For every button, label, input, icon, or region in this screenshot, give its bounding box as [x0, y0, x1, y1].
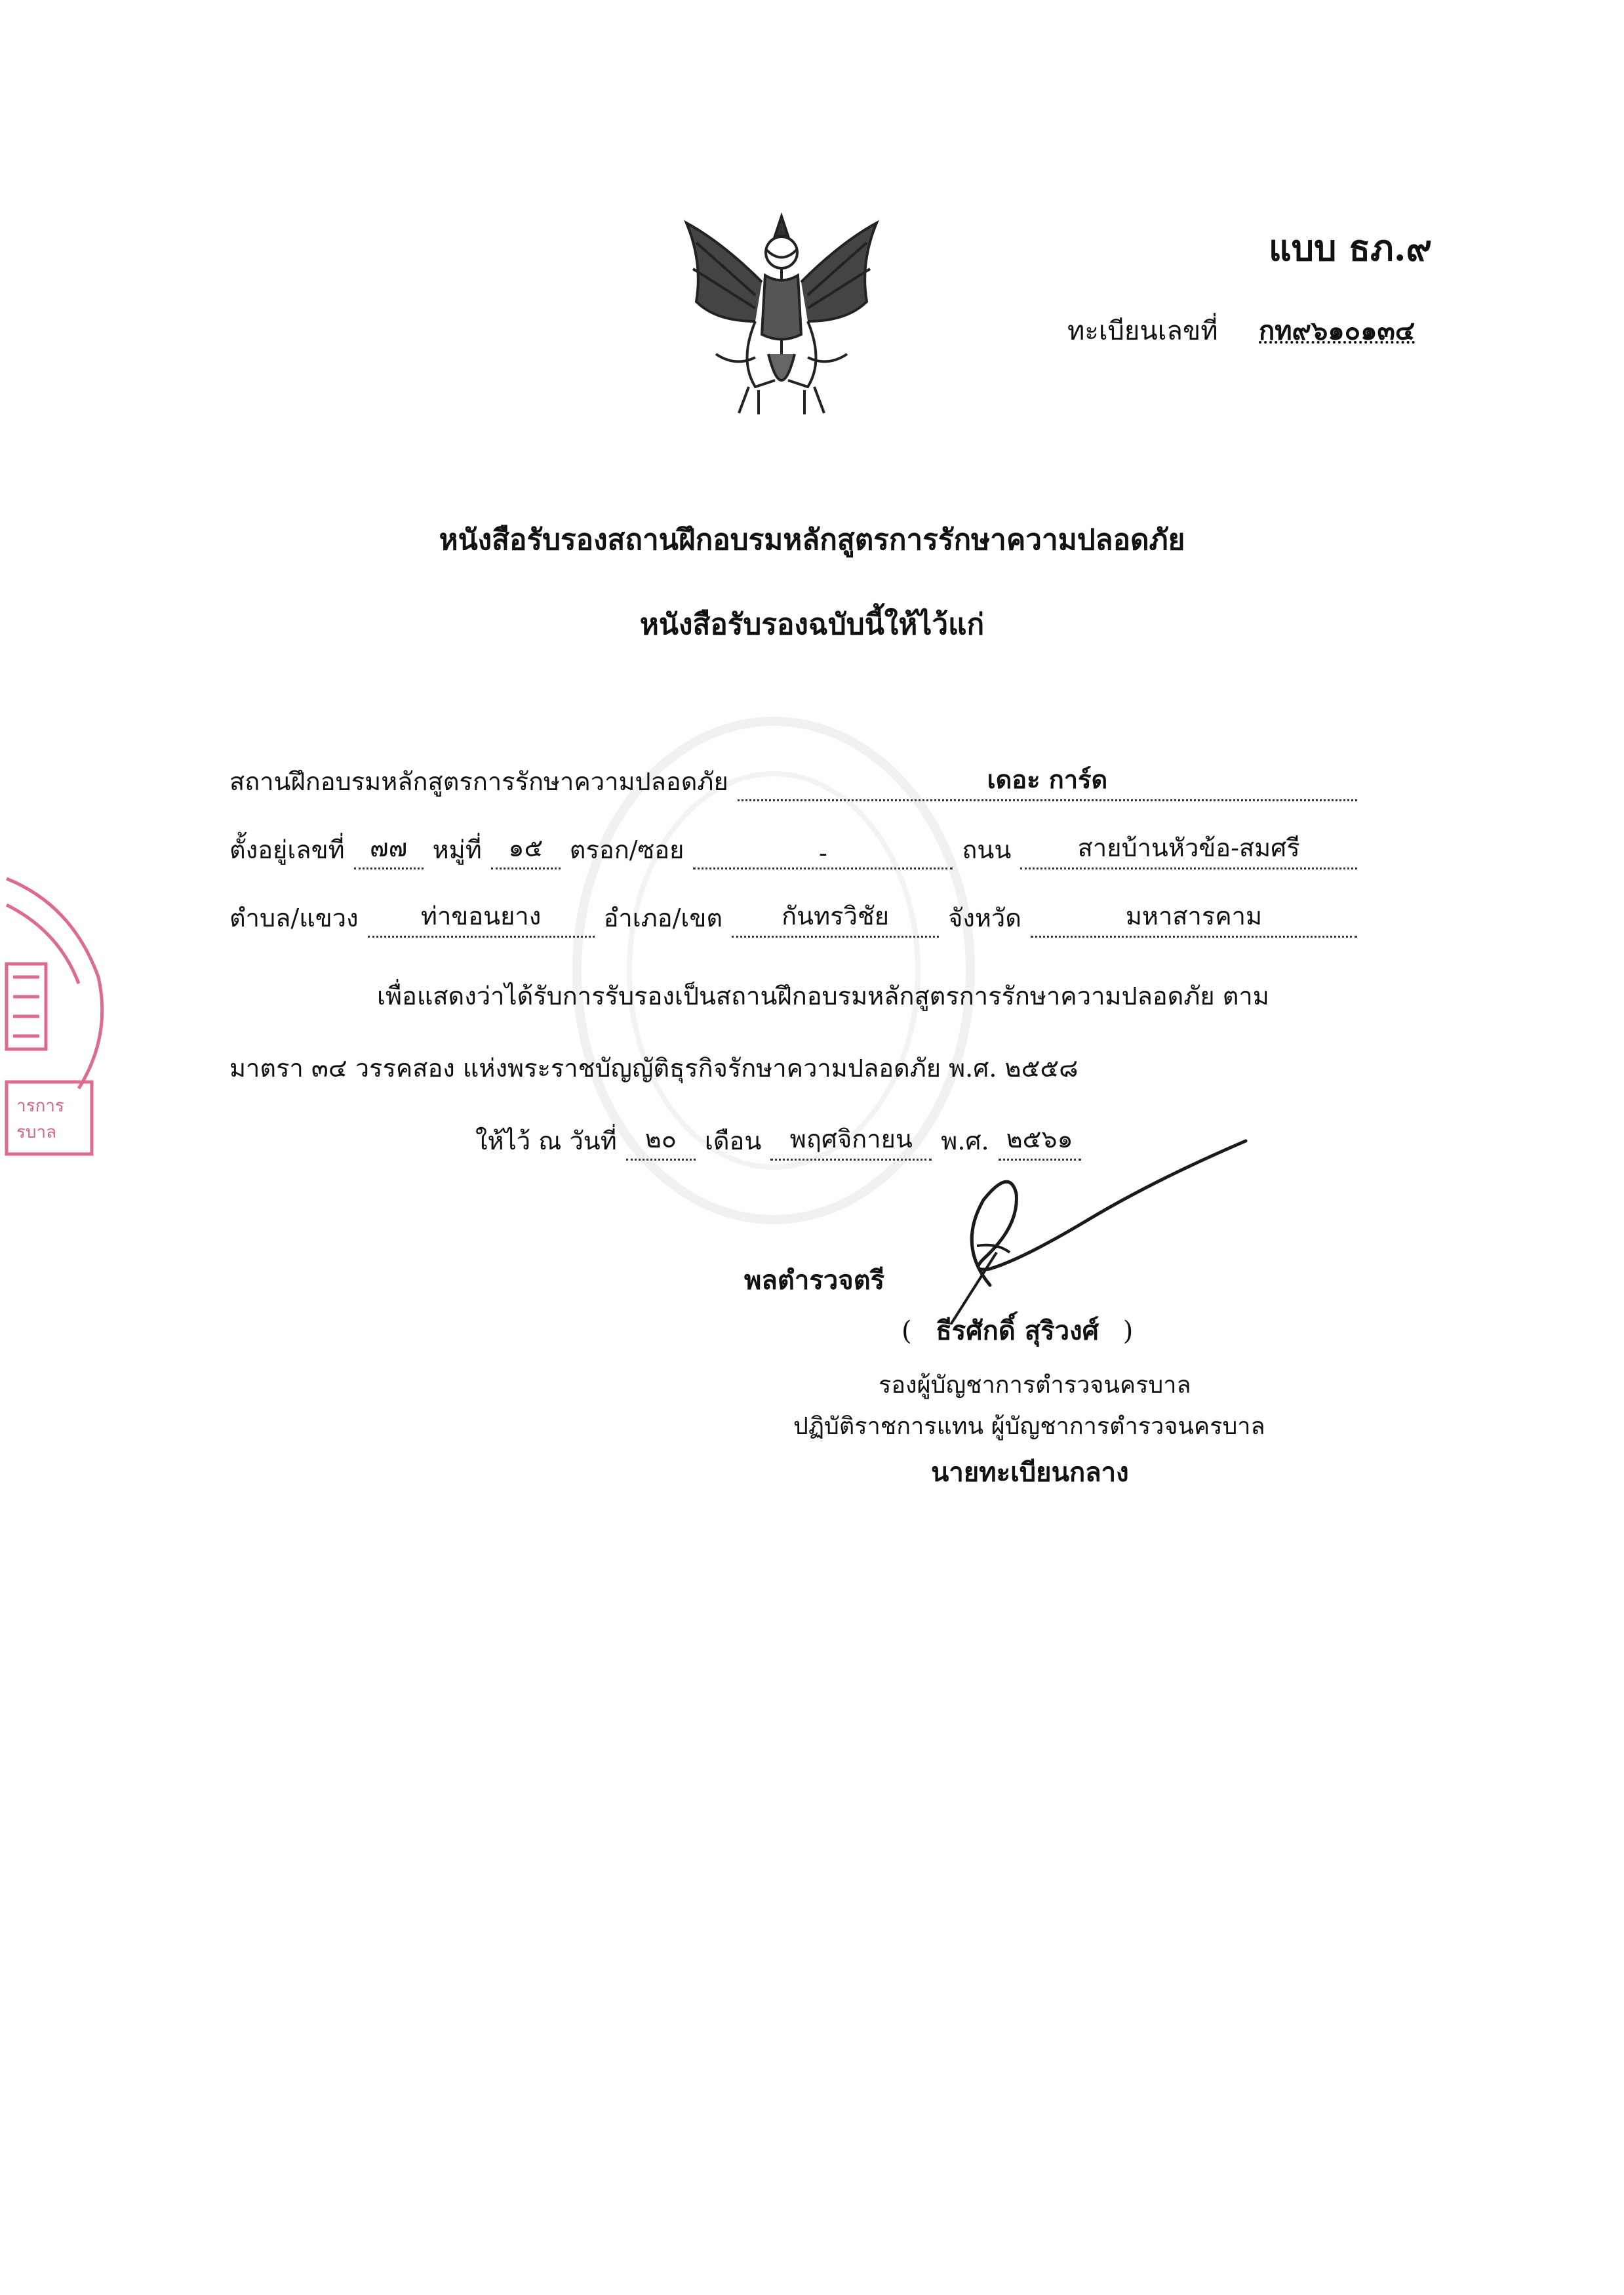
road-label: ถนน [962, 835, 1012, 864]
signatory-rank: พลตำรวจตรี [744, 1265, 885, 1296]
moo-label: หมู่ที่ [432, 835, 482, 864]
road: สายบ้านหัวข้อ-สมศรี [1020, 828, 1357, 869]
soi-label: ตรอก/ซอย [569, 835, 684, 864]
signatory-name: ธีรศักดิ์ สุริวงศ์ [936, 1315, 1099, 1346]
soi: - [693, 839, 953, 869]
certificate-title: หนังสือรับรองสถานฝึกอบรมหลักสูตรการรักษาความปลอดภัย [439, 523, 1185, 557]
issue-day: ๒๐ [626, 1119, 696, 1161]
issue-month: พฤศจิกายน [770, 1119, 932, 1161]
registration-number: กท๙๖๑๐๑๓๔ [1259, 315, 1416, 346]
signatory-position: รองผู้บัญชาการตำรวจนครบาล [879, 1372, 1191, 1399]
address-no: ๗๗ [354, 828, 424, 869]
province-label: จังหวัด [948, 904, 1021, 932]
name-open-paren: ( [901, 1316, 912, 1346]
handwritten-signature [879, 1128, 1259, 1325]
official-seal-stamp [0, 866, 111, 1161]
central-registrar: นายทะเบียนกลาง [931, 1457, 1129, 1488]
signatory-acting: ปฏิบัติราชการแทน ผู้บัญชาการตำรวจนครบาล [793, 1413, 1265, 1440]
certificate-subtitle: หนังสือรับรองฉบับนี้ให้ไว้แก่ [639, 608, 985, 641]
given-label: ให้ไว้ ณ วันที่ [475, 1127, 617, 1155]
district-label: อำเภอ/เขต [603, 904, 723, 932]
form-code: แบบ ธภ.๙ [1269, 227, 1433, 269]
address-row [229, 828, 1357, 869]
garuda-emblem-icon [677, 203, 886, 420]
year-label: พ.ศ. [941, 1127, 989, 1155]
name-close-paren: ) [1122, 1316, 1134, 1346]
issue-year: ๒๕๖๑ [999, 1119, 1081, 1161]
seal-text-2: รบาล [16, 1123, 57, 1142]
institute-row [229, 759, 1357, 801]
institute-name: เดอะ การ์ด [738, 759, 1357, 801]
locality-row [229, 896, 1357, 938]
subdistrict-label: ตำบล/แขวง [229, 904, 359, 932]
registration-label: ทะเบียนเลขที่ [1067, 316, 1218, 346]
signatory-name-line [901, 1309, 1133, 1351]
subdistrict: ท่าขอนยาง [368, 896, 595, 938]
seal-text-1: ารการ [16, 1096, 64, 1116]
body-line-2: มาตรา ๓๔ วรรคสอง แห่งพระราชบัญญัติธุรกิจรักษาความปลอดภัย พ.ศ. ๒๕๕๘ [229, 1054, 1079, 1083]
address-no-label: ตั้งอยู่เลขที่ [229, 835, 345, 864]
body-line-1: เพื่อแสดงว่าได้รับการรับรองเป็นสถานฝึกอบรมหลักสูตรการรักษาความปลอดภัย ตาม [377, 982, 1269, 1010]
province: มหาสารคาม [1031, 896, 1357, 938]
moo: ๑๕ [491, 828, 561, 869]
institute-label: สถานฝึกอบรมหลักสูตรการรักษาความปลอดภัย [229, 767, 728, 796]
district: กันทรวิชัย [732, 896, 939, 938]
month-label: เดือน [704, 1127, 762, 1155]
